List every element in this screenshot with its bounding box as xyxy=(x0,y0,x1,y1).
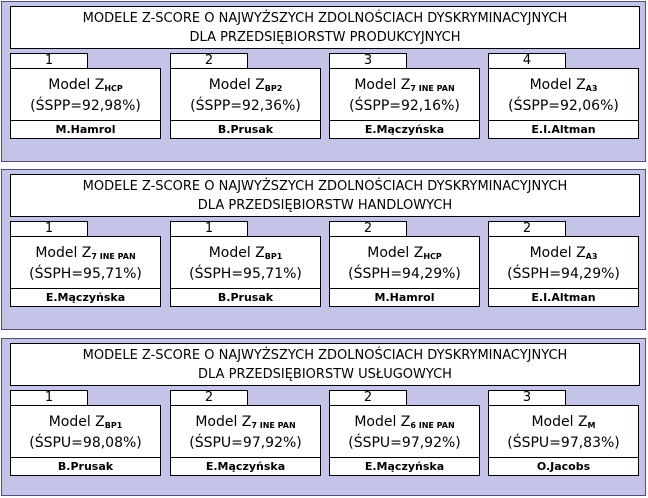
model-author: M.Hamrol xyxy=(329,288,480,307)
model-name: Model $Z_{BP2}$ xyxy=(208,77,283,93)
section-title xyxy=(10,343,640,386)
rank-number: 1 xyxy=(170,221,248,236)
model-accuracy: (ŚSPU=97,92%) xyxy=(348,435,461,451)
model-box xyxy=(488,405,639,458)
model-accuracy: (ŚSPP=92,36%) xyxy=(190,98,301,114)
model-author: B.Prusak xyxy=(170,288,321,307)
model-card xyxy=(170,221,321,307)
rank-number: 3 xyxy=(329,53,407,68)
rank-number: 2 xyxy=(329,221,407,236)
model-author: E.Mączyńska xyxy=(329,120,480,139)
model-card xyxy=(329,53,480,139)
model-author: O.Jacobs xyxy=(488,457,639,476)
rank-number: 2 xyxy=(170,390,248,405)
model-card xyxy=(488,221,639,307)
model-box xyxy=(10,236,161,289)
model-card xyxy=(488,53,639,139)
model-author: E.Mączyńska xyxy=(10,288,161,307)
rank-number: 2 xyxy=(329,390,407,405)
model-name: Model $Z_{7 INE PAN}$ xyxy=(35,245,136,261)
model-name: Model $Z_{A3}$ xyxy=(529,245,598,261)
model-accuracy: (ŚSPP=92,16%) xyxy=(349,98,460,114)
model-author: E.Mączyńska xyxy=(329,457,480,476)
rank-number: 2 xyxy=(170,53,248,68)
model-box xyxy=(10,68,161,121)
rank-number: 4 xyxy=(488,53,566,68)
model-accuracy: (ŚSPU=98,08%) xyxy=(29,435,142,451)
model-box xyxy=(329,405,480,458)
section-production xyxy=(1,1,646,162)
model-name: Model $Z_{HCP}$ xyxy=(48,77,123,93)
model-box xyxy=(170,236,321,289)
model-card xyxy=(10,390,161,476)
model-box xyxy=(329,68,480,121)
model-box xyxy=(10,405,161,458)
title-line-2: DLA PRZEDSIĘBIORSTW PRODUKCYJNYCH xyxy=(189,29,461,45)
rank-number: 1 xyxy=(10,221,88,236)
model-author: E.Mączyńska xyxy=(170,457,321,476)
model-author: E.I.Altman xyxy=(488,288,639,307)
rank-number: 3 xyxy=(488,390,566,405)
model-author: M.Hamrol xyxy=(10,120,161,139)
title-line-1: MODELE Z-SCORE O NAJWYŻSZYCH ZDOLNOŚCIACH DYSKRYMINACYJNYCH xyxy=(82,10,568,26)
model-author: B.Prusak xyxy=(170,120,321,139)
rank-number: 1 xyxy=(10,53,88,68)
model-card xyxy=(170,390,321,476)
section-trade xyxy=(1,169,646,330)
model-accuracy: (ŚSPH=94,29%) xyxy=(348,266,461,282)
model-box xyxy=(488,236,639,289)
model-accuracy: (ŚSPH=95,71%) xyxy=(29,266,142,282)
model-card xyxy=(488,390,639,476)
model-name: Model $Z_{7 INE PAN}$ xyxy=(195,414,296,430)
model-author: B.Prusak xyxy=(10,457,161,476)
model-card xyxy=(329,221,480,307)
model-card xyxy=(10,53,161,139)
section-services xyxy=(1,338,646,496)
title-line-1: MODELE Z-SCORE O NAJWYŻSZYCH ZDOLNOŚCIACH DYSKRYMINACYJNYCH xyxy=(82,178,568,194)
model-accuracy: (ŚSPU=97,92%) xyxy=(189,435,302,451)
section-title xyxy=(10,174,640,217)
model-box xyxy=(488,68,639,121)
model-author: E.I.Altman xyxy=(488,120,639,139)
model-accuracy: (ŚSPU=97,83%) xyxy=(507,435,620,451)
model-card xyxy=(10,221,161,307)
model-name: Model $Z_{BP1}$ xyxy=(208,245,283,261)
model-name: Model $Z_{A3}$ xyxy=(529,77,598,93)
rank-number: 2 xyxy=(488,221,566,236)
title-line-2: DLA PRZEDSIĘBIORSTW HANDLOWYCH xyxy=(197,197,453,213)
model-box xyxy=(170,405,321,458)
model-card xyxy=(329,390,480,476)
model-box xyxy=(329,236,480,289)
model-name: Model $Z_{BP1}$ xyxy=(48,414,123,430)
model-name: Model $Z_{6 INE PAN}$ xyxy=(354,414,455,430)
model-accuracy: (ŚSPP=92,98%) xyxy=(30,98,141,114)
model-name: Model $Z_{HCP}$ xyxy=(367,245,442,261)
rank-number: 1 xyxy=(10,390,88,405)
model-name: Model $Z_M$ xyxy=(531,414,596,430)
model-card xyxy=(170,53,321,139)
model-accuracy: (ŚSPP=92,06%) xyxy=(508,98,619,114)
title-line-1: MODELE Z-SCORE O NAJWYŻSZYCH ZDOLNOŚCIACH DYSKRYMINACYJNYCH xyxy=(82,347,568,363)
title-line-2: DLA PRZEDSIĘBIORSTW USŁUGOWYCH xyxy=(198,366,452,382)
section-title xyxy=(10,6,640,49)
model-accuracy: (ŚSPH=95,71%) xyxy=(189,266,302,282)
model-name: Model $Z_{7 INE PAN}$ xyxy=(354,77,455,93)
model-box xyxy=(170,68,321,121)
model-accuracy: (ŚSPH=94,29%) xyxy=(507,266,620,282)
